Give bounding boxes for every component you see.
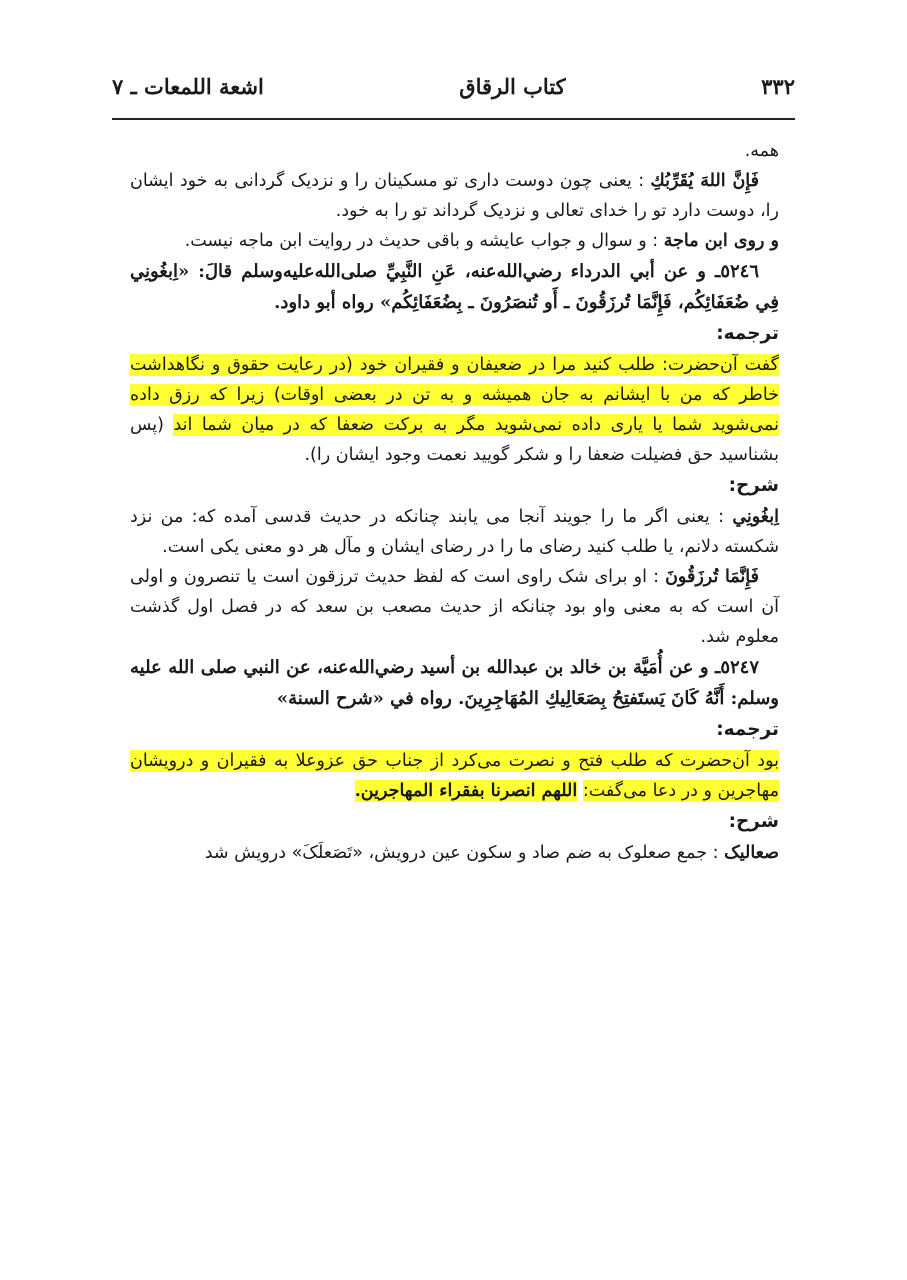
hadith-5247: ٥٢٤٧ـ و عن أُمَيَّة بن خالد بن عبدالله بن أسيد رضي‌الله‌عنه، عن النبي صلى الله عليه وسلم: أَنَّهُ كَانَ يَستَفتِحُ بِصَعَالِيكِ المُهَاجِرِينَ. رواه في «شرح السنة»: [130, 657, 779, 709]
lead-term: صعالیک: [724, 843, 779, 863]
heading-commentary-2: شرح:: [728, 811, 779, 832]
paragraph-commentary-2: [130, 226, 779, 256]
paragraph-commentary-1: [130, 166, 779, 226]
hadith-5246: ٥٢٤٦ـ و عن أبي الدرداء رضي‌الله‌عنه، عَنِ النَّبِيِّ صلى‌الله‌عليه‌وسلم قالَ: «اِبغُونِي فِي ضُعَفَائِكُم، فَإِنَّمَا تُرزَقُونَ ـ أَو تُنصَرُونَ ـ بِضُعَفَائِكُم» رواه أبو داود.: [130, 261, 779, 313]
page-body: [130, 136, 779, 868]
highlighted-text: بود آن‌حضرت که طلب فتح و نصرت می‌کرد از جناب حق عزوعلا به فقیران و درویشان مهاجرین و در دعا می‌گفت:: [130, 751, 779, 801]
paragraph-text: : جمع صعلوک به ضم صاد و سکون عین درویش، «تَصَعلَکَ» درویش شد: [204, 843, 719, 863]
paragraph-text: : او برای شک راوی است که لفظ حدیث ترزقون است یا تنصرون و اولی آن است که به معنی واو بود چنانکه از حدیث مصعب بن سعد که در فصل اول گذشت معلوم شد.: [130, 567, 779, 647]
chapter-title: کتاب الرقاق: [459, 73, 566, 99]
highlighted-dua: اللهم انصرنا بفقراء المهاجرين.: [354, 781, 578, 801]
commentary-ibghuni: [130, 502, 779, 562]
paragraph-text: (پس بشناسید حق فضیلت ضعفا را و شکر گویید نعمت وجود ایشان را).: [130, 415, 779, 465]
highlighted-text: گفت آن‌حضرت: طلب کنید مرا در ضعیفان و فقیران خود (در رعایت حقوق و نگاهداشت خاطر که من با ایشانم به جان همیشه و به تن در بعضی اوقات) زیرا که رزق داده نمی‌شوید شما یا یاری داده نمی‌شوید مگر به برکت ضعفا که در میان شما اند: [130, 355, 779, 435]
paragraph-text: : و سوال و جواب عایشه و باقی حدیث در روایت ابن ماجه نیست.: [184, 231, 659, 251]
paragraph-text: : یعنی چون دوست داری تو مسکینان را و نزدیک گردانی به خود ایشان را، دوست دارد تو را خدای تعالی و نزدیک گرداند تو را به خود.: [130, 171, 779, 221]
translation-2: [130, 746, 779, 806]
lead-term: اِبغُونِي: [732, 507, 779, 527]
translation-1: [130, 350, 779, 470]
paragraph-continuation: همه.: [744, 141, 779, 161]
page-header: [112, 66, 795, 106]
commentary-saalik: [130, 838, 779, 868]
lead-term: فَإِنَّمَا تُرزَقُونَ: [665, 567, 759, 587]
header-rule: [112, 118, 795, 120]
commentary-turzaqun: [130, 562, 779, 652]
paragraph-text: : یعنی اگر ما را جویند آنجا می یابند چنانکه در حدیث قدسی آمده که: من نزد شکسته دلانم، یا طلب کنید رضای ما را در رضای ایشان و مآل هر دو معنی یکی است.: [130, 507, 779, 557]
heading-translation-2: ترجمه:: [716, 719, 779, 740]
heading-commentary: شرح:: [728, 475, 779, 496]
lead-term: فَإِنَّ اللهَ يُقَرِّبُكِ: [650, 171, 759, 191]
lead-term: و روی ابن ماجة: [663, 231, 779, 251]
heading-translation: ترجمه:: [716, 323, 779, 344]
page-number: ۳۳۲: [761, 73, 795, 99]
book-title: اشعة اللمعات ـ ۷: [112, 73, 264, 99]
